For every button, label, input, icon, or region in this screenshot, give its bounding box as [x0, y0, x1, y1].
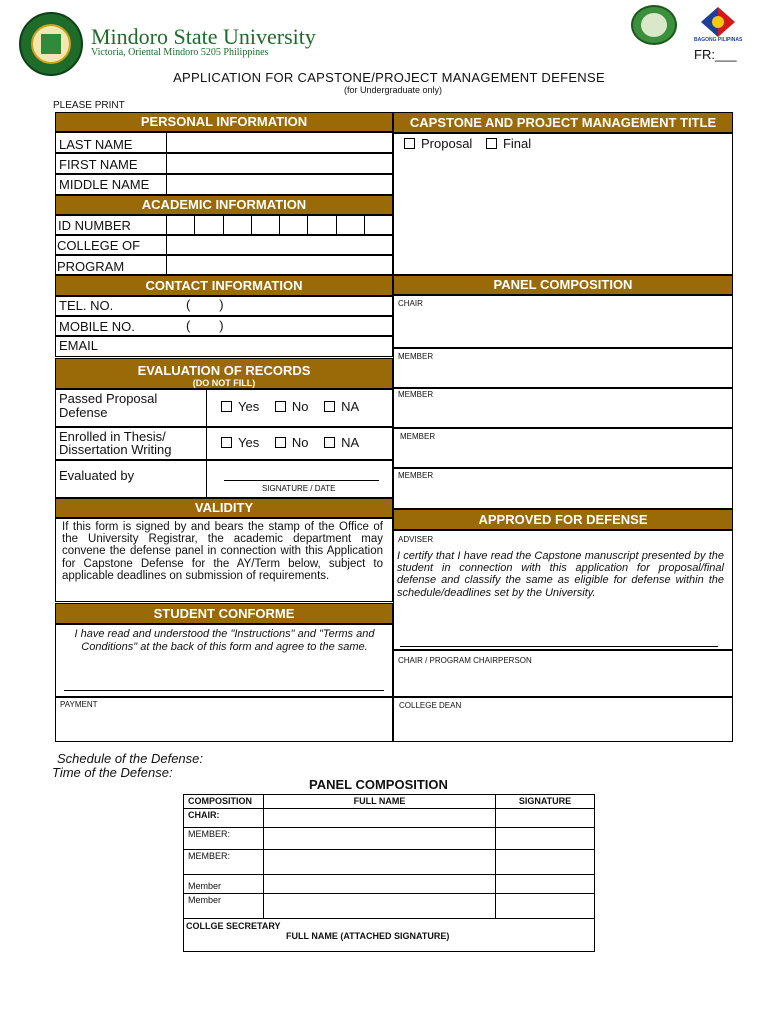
panel-member-field-2[interactable] [393, 388, 733, 428]
signature-line [224, 480, 379, 481]
contact-info-header: CONTACT INFORMATION [55, 275, 393, 296]
secretary-name-caption: FULL NAME (ATTACHED SIGNATURE) [286, 931, 450, 941]
validity-header: VALIDITY [55, 498, 393, 518]
chair-name-cell[interactable] [264, 809, 496, 828]
student-conforme-header: STUDENT CONFORME [55, 603, 393, 624]
bagong-pilipinas-text: BAGONG PILIPINAS [694, 37, 743, 43]
payment-field[interactable] [55, 697, 393, 742]
student-signature-line[interactable] [64, 690, 384, 691]
panel-table-title: PANEL COMPOSITION [309, 777, 448, 792]
personal-info-header: PERSONAL INFORMATION [55, 112, 393, 132]
panel-member-label-2: MEMBER [398, 390, 434, 399]
member-signature-cell-2[interactable] [496, 850, 595, 875]
member-name-cell-4[interactable] [264, 894, 496, 919]
approved-certification-text: I certify that I have read the Capstone manuscript presented by the student in connection with this application for proposal/final defense and classify the same as eligible for defense within the schedule/deadlines set by the University. [397, 550, 724, 599]
tel-label: TEL. NO. [59, 298, 114, 313]
first-name-field[interactable] [166, 153, 393, 174]
university-address: Victoria, Oriental Mindoro 5205 Philippines [91, 47, 269, 58]
last-name-label: LAST NAME [59, 137, 133, 152]
time-label: Time of the Defense: [52, 765, 173, 780]
email-field[interactable] [55, 336, 393, 357]
college-label: COLLEGE OF [57, 238, 141, 253]
approved-defense-header: APPROVED FOR DEFENSE [393, 509, 733, 530]
row-chair-label: CHAIR: [184, 809, 264, 828]
row-member-label-3: Member [184, 875, 264, 894]
mobile-label: MOBILE NO. [59, 319, 135, 334]
evaluation-subtitle: (DO NOT FILL) [192, 378, 256, 388]
last-name-field[interactable] [166, 132, 393, 153]
passed-options: Yes No NA [221, 399, 359, 414]
row-member-label-4: Member [184, 894, 264, 919]
enrolled-na-checkbox[interactable] [324, 437, 335, 448]
first-name-label: FIRST NAME [59, 157, 138, 172]
middle-name-label: MIDDLE NAME [59, 177, 150, 192]
chair-signature-cell[interactable] [496, 809, 595, 828]
email-label: EMAIL [59, 338, 99, 353]
row-member-label-2: MEMBER: [184, 850, 264, 875]
col-full-name: FULL NAME [264, 795, 496, 809]
validity-text: If this form is signed by and bears the stamp of the Office of the University Registrar, the academic department may convene the defense panel in connection with this Application for Capstone Defense for the AY/Term below, subject to applicable deadlines on submission of requirements. [62, 521, 383, 582]
payment-label: PAYMENT [60, 700, 98, 709]
academic-info-header: ACADEMIC INFORMATION [55, 195, 393, 215]
panel-chair-field[interactable] [393, 295, 733, 348]
evaluated-by-label: Evaluated by [59, 468, 135, 483]
passed-no-checkbox[interactable] [275, 401, 286, 412]
panel-member-field-1[interactable] [393, 348, 733, 388]
mobile-areacode: ( ) [186, 318, 224, 333]
fr-label: FR:___ [694, 47, 737, 62]
col-composition: COMPOSITION [184, 795, 264, 809]
conforme-text: I have read and understood the "Instructions" and "Terms and Conditions" at the back of this form and agree to the same. [74, 628, 375, 653]
member-name-cell-1[interactable] [264, 828, 496, 850]
chair-program-label: CHAIR / PROGRAM CHAIRPERSON [398, 656, 532, 665]
panel-chair-label: CHAIR [398, 299, 423, 308]
capstone-title-header: CAPSTONE AND PROJECT MANAGEMENT TITLE [393, 112, 733, 133]
panel-member-label-1: MEMBER [398, 352, 434, 361]
form-subtitle: (for Undergraduate only) [343, 85, 443, 95]
secretary-cell[interactable] [184, 919, 595, 952]
evaluation-header [55, 358, 393, 389]
signature-date-caption: SIGNATURE / DATE [262, 484, 336, 493]
adviser-signature-line[interactable] [400, 646, 718, 647]
schedule-label: Schedule of the Defense: [57, 751, 203, 766]
secretary-label: COLLGE SECRETARY [186, 921, 281, 931]
member-name-cell-2[interactable] [264, 850, 496, 875]
tel-areacode: ( ) [186, 297, 224, 312]
capstone-title-field[interactable] [393, 133, 733, 275]
university-name: Mindoro State University [91, 24, 316, 49]
evaluation-title: EVALUATION OF RECORDS [137, 363, 311, 378]
panel-member-field-4[interactable] [393, 468, 733, 509]
panel-member-label-3: MEMBER [400, 432, 436, 441]
enrolled-yes-checkbox[interactable] [221, 437, 232, 448]
passed-proposal-label: Passed Proposal Defense [59, 391, 158, 420]
university-seal [19, 12, 83, 76]
program-label: PROGRAM [57, 259, 125, 274]
passed-yes-checkbox[interactable] [221, 401, 232, 412]
panel-composition-table [183, 794, 595, 952]
id-number-boxes[interactable] [166, 215, 393, 235]
adviser-label: ADVISER [398, 535, 434, 544]
final-checkbox[interactable] [486, 138, 497, 149]
panel-member-field-3[interactable] [393, 428, 733, 468]
member-signature-cell-3[interactable] [496, 875, 595, 894]
proposal-checkbox[interactable] [404, 138, 415, 149]
member-signature-cell-4[interactable] [496, 894, 595, 919]
college-dean-label: COLLEGE DEAN [399, 701, 462, 710]
program-field[interactable] [166, 255, 393, 275]
panel-composition-header: PANEL COMPOSITION [393, 275, 733, 295]
enrolled-no-checkbox[interactable] [275, 437, 286, 448]
registrar-seal [631, 5, 677, 45]
please-print: PLEASE PRINT [53, 100, 125, 111]
form-title: APPLICATION FOR CAPSTONE/PROJECT MANAGEMENT DEFENSE [173, 70, 605, 85]
college-field[interactable] [166, 235, 393, 255]
panel-member-label-4: MEMBER [398, 471, 434, 480]
member-signature-cell-1[interactable] [496, 828, 595, 850]
enrolled-options: Yes No NA [221, 435, 359, 450]
enrolled-thesis-label: Enrolled in Thesis/ Dissertation Writing [59, 429, 172, 457]
passed-na-checkbox[interactable] [324, 401, 335, 412]
capstone-type-options: Proposal Final [404, 136, 531, 151]
col-signature: SIGNATURE [496, 795, 595, 809]
row-member-label-1: MEMBER: [184, 828, 264, 850]
id-number-label: ID NUMBER [58, 218, 131, 233]
middle-name-field[interactable] [166, 174, 393, 195]
member-name-cell-3[interactable] [264, 875, 496, 894]
